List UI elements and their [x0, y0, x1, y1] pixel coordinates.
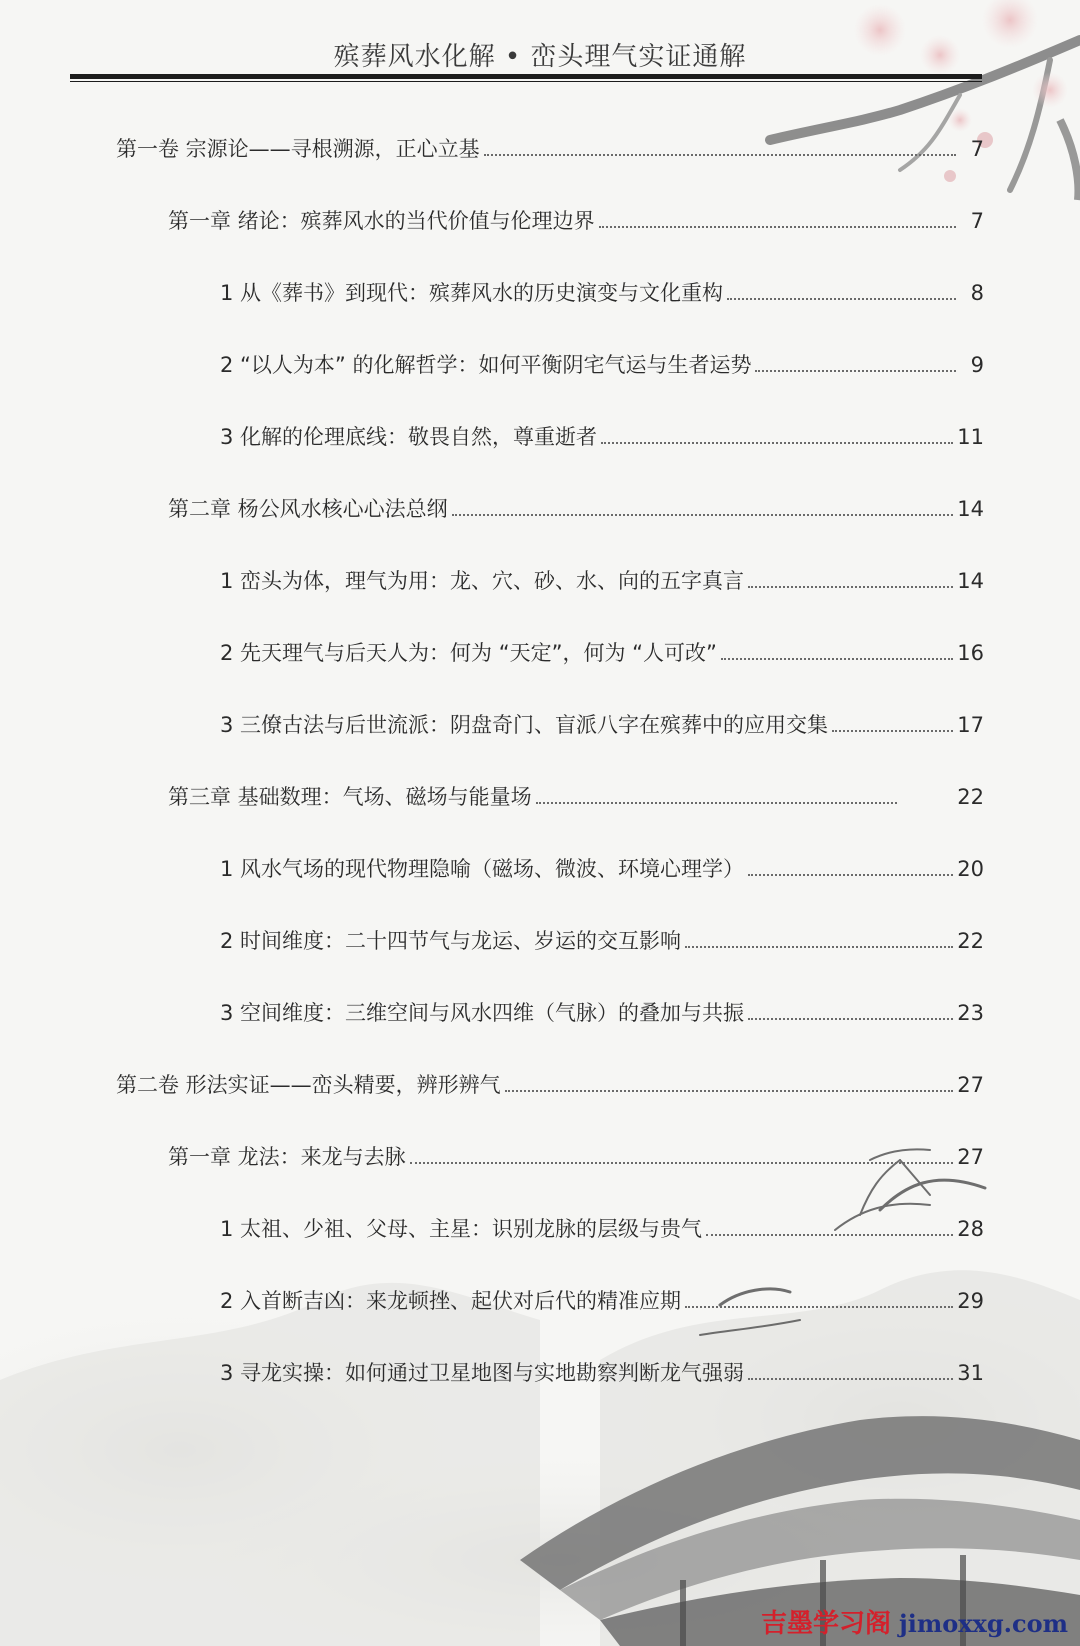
toc-leader-dots: [685, 1306, 953, 1308]
toc-entry[interactable]: [220, 1209, 984, 1243]
toc-page-number: 20: [957, 857, 984, 881]
toc-entry[interactable]: [220, 1353, 984, 1387]
toc-page-number: 22: [957, 785, 984, 809]
toc-page-number: 22: [957, 929, 984, 953]
toc-leader-dots: [832, 730, 953, 732]
toc-leader-dots: [536, 802, 898, 804]
toc-page-number: 27: [957, 1145, 984, 1169]
toc-leader-dots: [748, 1018, 953, 1020]
toc-entry[interactable]: [168, 777, 984, 811]
running-header-title: 殡葬风水化解 • 峦头理气实证通解: [333, 42, 747, 72]
toc-leader-dots: [706, 1234, 953, 1236]
toc-leader-dots: [601, 442, 953, 444]
toc-leader-dots: [484, 154, 956, 156]
toc-page-number: 7: [970, 209, 984, 233]
toc-leader-dots: [727, 298, 956, 300]
toc-entry[interactable]: [168, 201, 984, 235]
toc-leader-dots: [748, 1378, 953, 1380]
toc-entry-title: 2 时间维度：二十四节气与龙运、岁运的交互影响: [220, 929, 682, 953]
toc-entry[interactable]: [116, 129, 984, 163]
toc-entry-title: 2 “以人为本” 的化解哲学：如何平衡阴宅气运与生者运势: [220, 353, 752, 377]
toc-entry-title: 1 风水气场的现代物理隐喻（磁场、微波、环境心理学）: [220, 857, 745, 881]
toc-leader-dots: [721, 658, 953, 660]
toc-leader-dots: [410, 1162, 954, 1164]
toc-page-number: 9: [970, 353, 984, 377]
toc-page-number: 14: [957, 497, 984, 521]
toc-entry-title: 1 从《葬书》到现代：殡葬风水的历史演变与文化重构: [220, 281, 724, 305]
toc-leader-dots: [755, 370, 956, 372]
toc-leader-dots: [505, 1090, 954, 1092]
toc-page-number: 8: [970, 281, 984, 305]
toc-page-number: 17: [957, 713, 984, 737]
toc-entry-title: 第一章 龙法：来龙与去脉: [168, 1145, 406, 1169]
toc-entry-title: 3 寻龙实操：如何通过卫星地图与实地勘察判断龙气强弱: [220, 1361, 745, 1385]
site-watermark: [761, 1603, 1068, 1640]
toc-entry-title: 3 三僚古法与后世流派：阴盘奇门、盲派八字在殡葬中的应用交集: [220, 713, 829, 737]
toc-entry-title: 第二卷 形法实证——峦头精要，辨形辨气: [116, 1073, 501, 1097]
toc-entry[interactable]: [220, 561, 984, 595]
toc-entry-title: 3 空间维度：三维空间与风水四维（气脉）的叠加与共振: [220, 1001, 745, 1025]
toc-page-number: 31: [957, 1361, 984, 1385]
toc-leader-dots: [599, 226, 956, 228]
toc-entry[interactable]: [168, 489, 984, 523]
toc-entry[interactable]: [220, 273, 984, 307]
toc-entry-title: 1 峦头为体，理气为用：龙、穴、砂、水、向的五字真言: [220, 569, 745, 593]
toc-leader-dots: [452, 514, 954, 516]
toc-page-number: 7: [970, 137, 984, 161]
toc-entry[interactable]: [168, 1137, 984, 1171]
toc-page-number: 29: [957, 1289, 984, 1313]
toc-page-number: 27: [957, 1073, 984, 1097]
toc-page-number: 14: [957, 569, 984, 593]
toc-page-number: 16: [957, 641, 984, 665]
toc-entry-title: 第一章 绪论：殡葬风水的当代价值与伦理边界: [168, 209, 595, 233]
toc-entry[interactable]: [220, 417, 984, 451]
toc-entry[interactable]: [220, 705, 984, 739]
toc-entry-title: 2 入首断吉凶：来龙顿挫、起伏对后代的精准应期: [220, 1289, 682, 1313]
toc-page-number: 28: [957, 1217, 984, 1241]
toc-entry[interactable]: [116, 1065, 984, 1099]
toc-leader-dots: [748, 874, 953, 876]
toc-entry-title: 第一卷 宗源论——寻根溯源，正心立基: [116, 137, 480, 161]
toc-entry[interactable]: [220, 921, 984, 955]
watermark-chinese-text: 吉墨学习阁: [761, 1609, 892, 1639]
toc-page-number: 11: [957, 425, 984, 449]
toc-entry-title: 第二章 杨公风水核心心法总纲: [168, 497, 448, 521]
toc-leader-dots: [685, 946, 953, 948]
toc-entry[interactable]: [220, 993, 984, 1027]
toc-entry[interactable]: [220, 345, 984, 379]
watermark-url-text: jimoxxg.com: [899, 1609, 1068, 1638]
toc-entry-title: 2 先天理气与后天人为：何为 “天定”，何为 “人可改”: [220, 641, 717, 665]
toc-entry[interactable]: [220, 1281, 984, 1315]
toc-page-number: 23: [957, 1001, 984, 1025]
toc-entry[interactable]: [220, 849, 984, 883]
toc-leader-dots: [748, 586, 953, 588]
toc-entry[interactable]: [220, 633, 984, 667]
toc-entry-title: 1 太祖、少祖、父母、主星：识别龙脉的层级与贵气: [220, 1217, 703, 1241]
toc-entry-title: 3 化解的伦理底线：敬畏自然，尊重逝者: [220, 425, 598, 449]
toc-entry-title: 第三章 基础数理：气场、磁场与能量场: [168, 785, 532, 809]
